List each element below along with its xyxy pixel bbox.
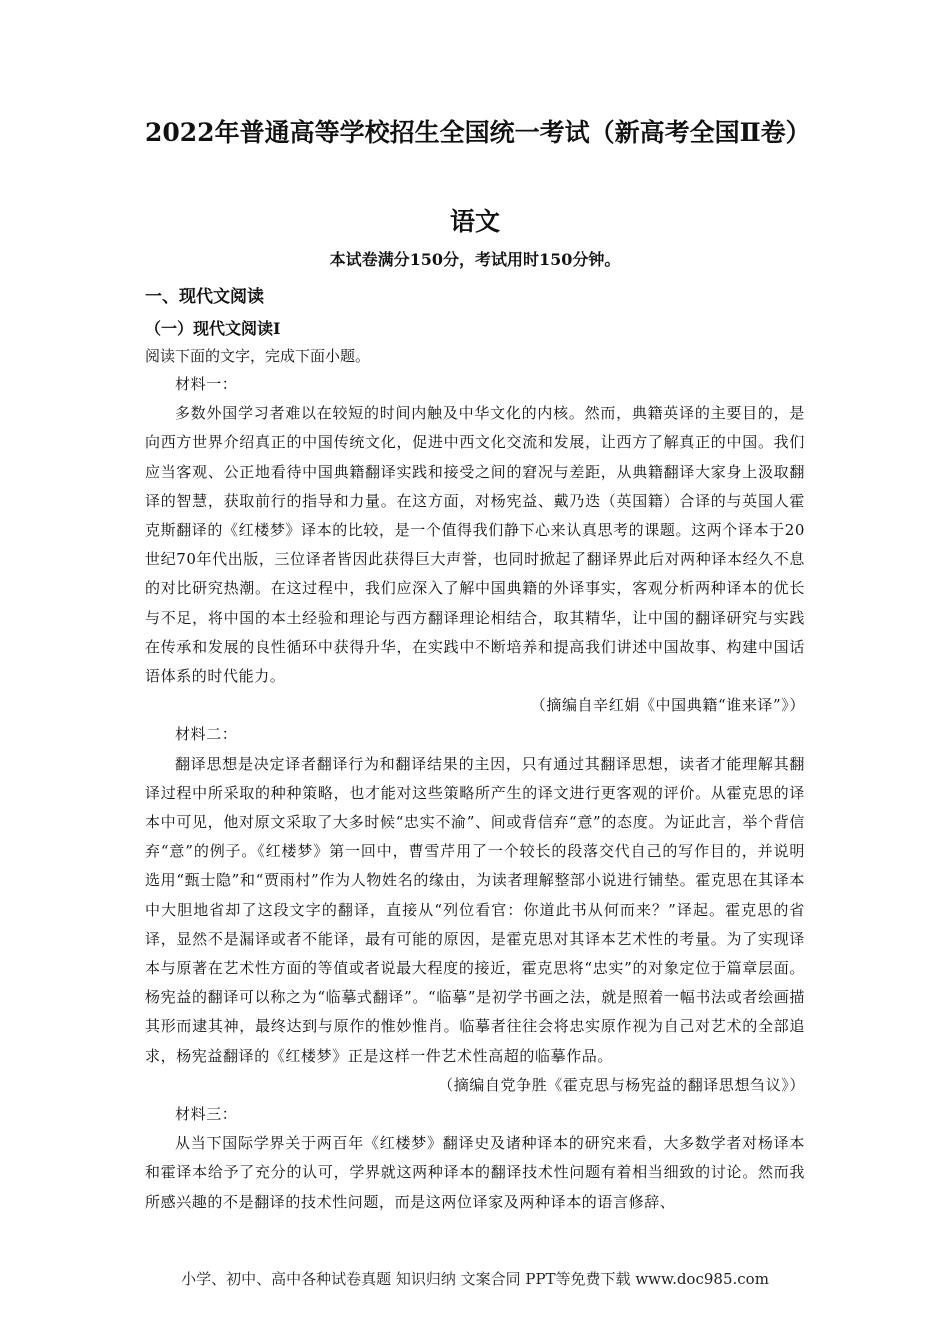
exam-title: 2022年普通高等学校招生全国统一考试（新高考全国Ⅱ卷） xyxy=(145,118,811,147)
material-three-text: 从当下国际学界关于两百年《红楼梦》翻译史及诸种译本的研究来看，大多数学者对杨译本和霍译本给予了充分的认可，学界就这两种译本的翻译技术性问题有着相当细致的讨论。然而我所感兴趣的不是翻译的技术性问题，而是这两位译家及两种译本的语言修辞、 xyxy=(145,1134,805,1211)
material-two-source: （摘编自党争胜《霍克思与杨宪益的翻译思想刍议》） xyxy=(438,1075,805,1094)
material-two-text: 翻译思想是决定译者翻译行为和翻译结果的主因，只有通过其翻译思想，读者才能理解其翻译过程中所采取的种种策略，也才能对这些策略所产生的译文进行更客观的评价。从霍克思的译本中可见，他对原文采取了大多时候“忠实不渝”、间或背信弃“意”的态度。为证此言，举个背信弃“意”的例子。《红楼梦》第一回中，曹雪芹用了一个较长的段落交代自己的写作目的，并说明选用“甄士隐”和“贾雨村”作为人物姓名的缘由，为读者理解整部小说进行铺垫。霍克思在其译本中大胆地省却了这段文字的翻译，直接从“列位看官：你道此书从何而来？”译起。霍克思的省译，显然不是漏译或者不能译，最有可能的原因，是霍克思对其译本艺术性的考量。为了实现译本与原著在艺术性方面的等值或者说最大程度的接近，霍克思将“忠实”的对象定位于篇章层面。杨宪益的翻译可以称之为“临摹式翻译”。“临摹”是初学书画之法，就是照着一幅书法或者绘画描其形而逮其神，最终达到与原作的惟妙惟肖。临摹者往往会将忠实原作视为自己对艺术的全部追求，杨宪益翻译的《红楼梦》正是这样一件艺术性高超的临摹作品。 xyxy=(145,754,805,1065)
exam-note: 本试卷满分150分，考试用时150分钟。 xyxy=(329,250,621,269)
instruction-text: 阅读下面的文字，完成下面小题。 xyxy=(145,347,371,365)
material-one-text: 多数外国学习者难以在较短的时间内触及中华文化的内核。然而，典籍英译的主要目的，是向西方世界介绍真正的中国传统文化，促进中西文化交流和发展，让西方了解真正的中国。我们应当客观、公正地看待中国典籍翻译实践和接受之间的窘况与差距，从典籍翻译大家身上汲取翻译的智慧，获取前行的指导和力量。在这方面，对杨宪益、戴乃迭（英国籍）合译的与英国人霍克斯翻译的《红楼梦》译本的比较，是一个值得我们静下心来认真思考的课题。这两个译本于20世纪70年代出版，三位译者皆因此获得巨大声誉，也同时掀起了翻译界此后对两种译本经久不息的对比研究热潮。在这过程中，我们应深入了解中国典籍的外译事实，客观分析两种译本的优长与不足，将中国的本土经验和理论与西方翻译理论相结合，取其精华，让中国的翻译研究与实践在传承和发展的良性循环中获得升华，在实践中不断培养和提高我们讲述中国故事、构建中国话语体系的时代能力。 xyxy=(145,404,805,686)
material-two-label: 材料二： xyxy=(175,725,238,744)
subject-heading: 语文 xyxy=(449,207,500,236)
material-three-label: 材料三： xyxy=(175,1105,238,1124)
section-heading: 一、现代文阅读 xyxy=(145,287,264,307)
material-one-block xyxy=(145,370,805,1217)
subsection-heading: （一）现代文阅读Ⅰ xyxy=(145,319,281,338)
material-one-source: （摘编自辛红娟《中国典籍“谁来译”》） xyxy=(530,696,805,715)
footer-banner: 小学、初中、高中各种试卷真题 知识归纳 文案合同 PPT等免费下载 www.doc985.com xyxy=(181,1270,769,1288)
material-one-label: 材料一： xyxy=(175,375,238,393)
